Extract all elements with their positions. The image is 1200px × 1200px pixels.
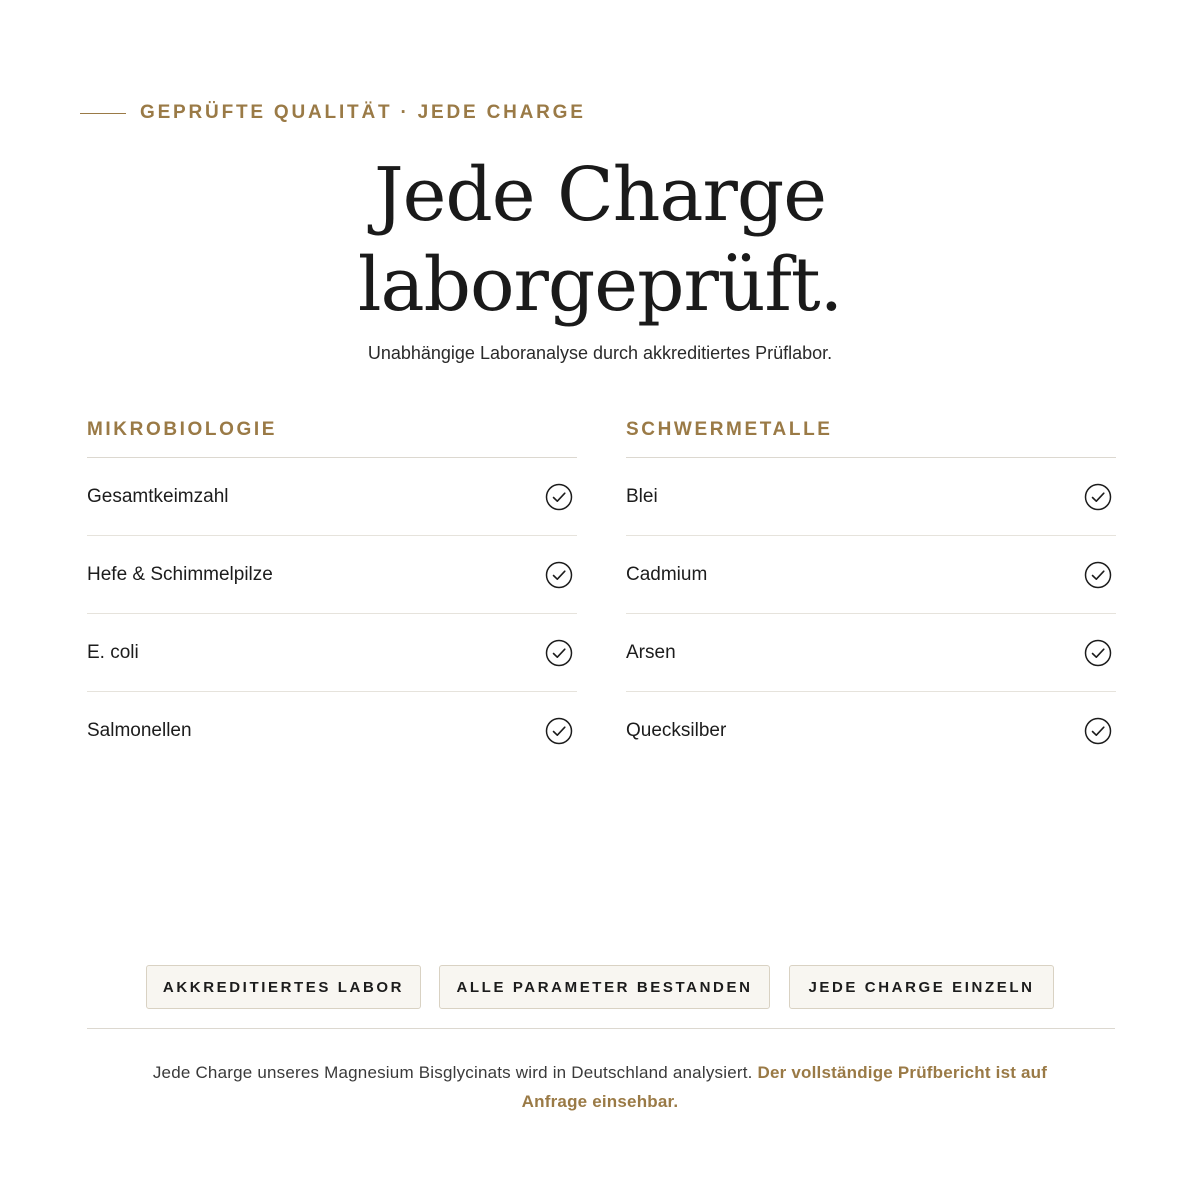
test-row-label: Salmonellen [87,719,192,741]
page-title [0,150,1200,330]
check-circle-icon [1084,483,1112,511]
test-row [626,536,1116,614]
check-circle-icon [1084,561,1112,589]
page-title-line-1: Jede Charge [373,152,827,238]
badge-alle-parameter-bestanden: ALLE PARAMETER BESTANDEN [439,965,770,1009]
column-title: MIKROBIOLOGIE [87,416,577,458]
check-circle-icon [545,483,573,511]
page-title-line-2: laborgeprüft. [357,242,843,328]
column-title: SCHWERMETALLE [626,416,1116,458]
check-circle-icon [1084,639,1112,667]
test-row-label: Quecksilber [626,719,727,741]
test-row-label: Blei [626,485,658,507]
test-row [87,614,577,692]
test-row-label: Hefe & Schimmelpilze [87,563,273,585]
test-row [626,614,1116,692]
footer-note-text: Jede Charge unseres Magnesium Bisglycinats wird in Deutschland analysiert. [152,1063,758,1082]
check-circle-icon [545,561,573,589]
footer-note [140,1058,1060,1116]
section-eyebrow [80,100,586,126]
test-row-label: E. coli [87,641,139,663]
trust-badges [0,965,1200,1009]
test-column-mikrobiologie [87,416,577,769]
eyebrow-line [80,113,126,114]
check-circle-icon [545,717,573,745]
test-row [87,692,577,769]
test-row-label: Arsen [626,641,676,663]
test-row [626,458,1116,536]
footer-divider [87,1028,1115,1029]
test-row-label: Gesamtkeimzahl [87,485,229,507]
badge-jede-charge-einzeln: JEDE CHARGE EINZELN [789,965,1054,1009]
test-column-schwermetalle [626,416,1116,769]
test-row [87,458,577,536]
page-subtitle: Unabhängige Laboranalyse durch akkreditiertes Prüflabor. [367,343,833,363]
test-row-label: Cadmium [626,563,708,585]
pruefbericht-link[interactable]: Der vollständige Prüfbericht ist auf Anfrage einsehbar. [521,1063,1048,1111]
eyebrow-text: GEPRÜFTE QUALITÄT · JEDE CHARGE [140,102,586,123]
check-circle-icon [545,639,573,667]
badge-akkreditiertes-labor: AKKREDITIERTES LABOR [146,965,421,1009]
check-circle-icon [1084,717,1112,745]
test-row [87,536,577,614]
test-row [626,692,1116,769]
